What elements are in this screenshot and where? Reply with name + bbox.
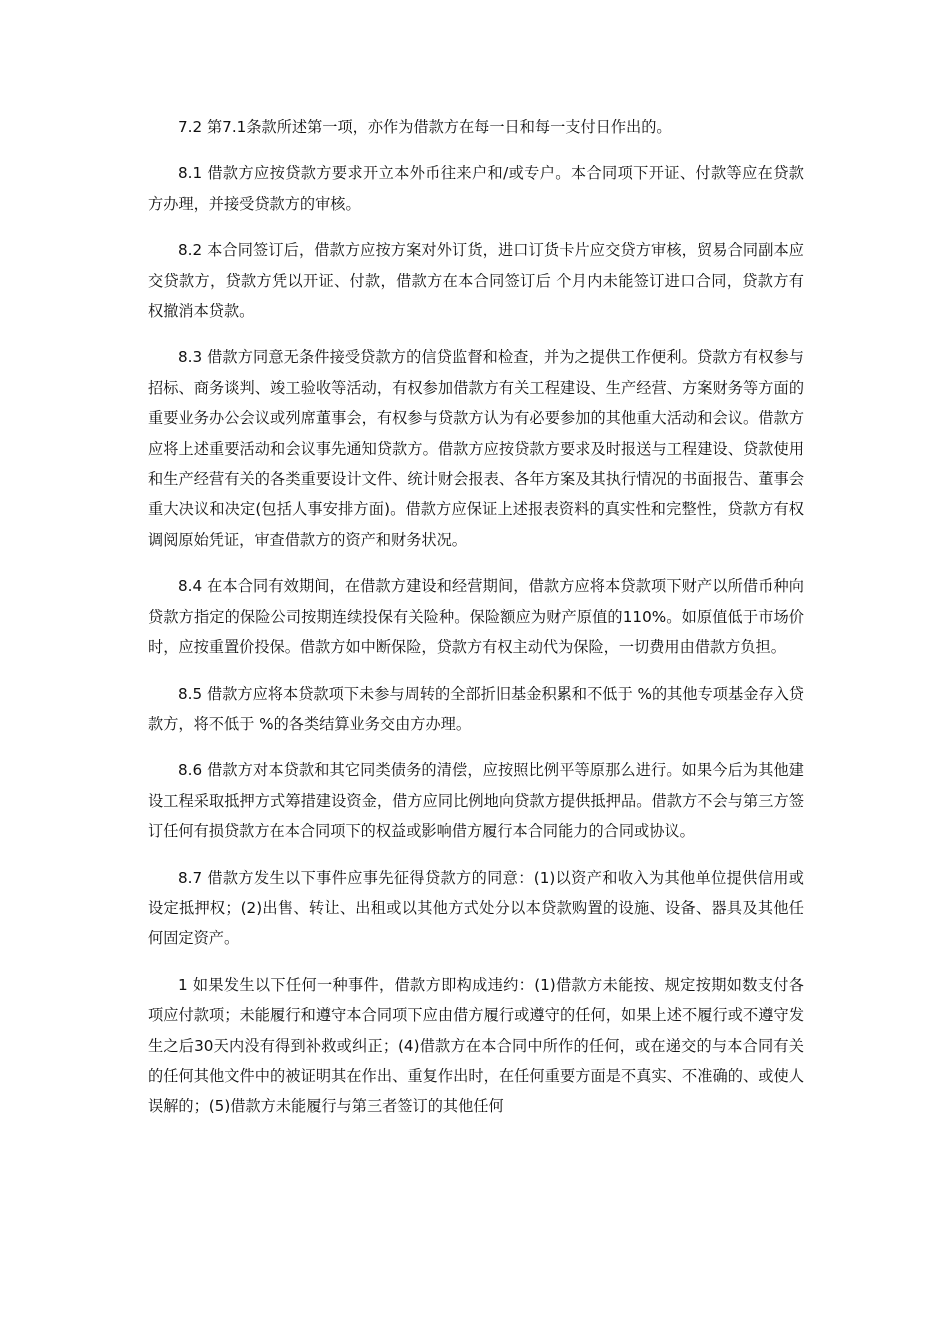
paragraph-8-5: 8.5 借款方应将本贷款项下未参与周转的全部折旧基金积累和不低于 %的其他专项基金存入贷款方，将不低于 %的各类结算业务交由方办理。 [148, 684, 804, 733]
paragraph-8-6: 8.6 借款方对本贷款和其它同类债务的清偿，应按照比例平等原那么进行。如果今后为其他建设工程采取抵押方式筹措建设资金，借方应同比例地向贷款方提供抵押品。借款方不会与第三方签订任何有损贷款方在本合同项下的权益或影响借方履行本合同能力的合同或协议。 [148, 761, 804, 841]
document-body [148, 112, 804, 1138]
paragraph-8-1: 8.1 借款方应按贷款方要求开立本外币往来户和/或专户。本合同项下开证、付款等应在贷款方办理，并接受贷款方的审核。 [148, 164, 804, 213]
paragraph-8-7: 8.7 借款方发生以下事件应事先征得贷款方的同意：(1)以资产和收入为其他单位提供信用或设定抵押权；(2)出售、转让、出租或以其他方式处分以本贷款购置的设施、设备、器具及其他任何固定资产。 [148, 868, 804, 948]
paragraph-7-2: 7.2 第7.1条款所述第一项，亦作为借款方在每一日和每一支付日作出的。 [178, 118, 672, 136]
paragraph-8-4: 8.4 在本合同有效期间，在借款方建设和经营期间，借款方应将本贷款项下财产以所借币种向贷款方指定的保险公司按期连续投保有关险种。保险额应为财产原值的110%。如原值低于市场价时，应按重置价投保。借款方如中断保险，贷款方有权主动代为保险，一切费用由借款方负担。 [148, 577, 804, 657]
paragraph-default-events: 1 如果发生以下任何一种事件，借款方即构成违约：(1)借款方未能按、规定按期如数支付各项应付款项；未能履行和遵守本合同项下应由借方履行或遵守的任何，如果上述不履行或不遵守发生之后30天内没有得到补救或纠正；(4)借款方在本合同中所作的任何，或在递交的与本合同有关的任何其他文件中的被证明其在作出、重复作出时，在任何重要方面是不真实、不准确的、或使人误解的；(5)借款方未能履行与第三者签订的其他任何 [148, 975, 804, 1116]
paragraph-8-2: 8.2 本合同签订后，借款方应按方案对外订货，进口订货卡片应交贷方审核，贸易合同副本应交贷款方，贷款方凭以开证、付款，借款方在本合同签订后 个月内未能签订进口合同，贷款方有权撤消本贷款。 [148, 241, 804, 321]
paragraph-8-3: 8.3 借款方同意无条件接受贷款方的信贷监督和检查，并为之提供工作便利。贷款方有权参与招标、商务谈判、竣工验收等活动，有权参加借款方有关工程建设、生产经营、方案财务等方面的重要业务办公会议或列席董事会，有权参与贷款方认为有必要参加的其他重大活动和会议。借款方应将上述重要活动和会议事先通知贷款方。借款方应按贷款方要求及时报送与工程建设、贷款使用和生产经营有关的各类重要设计文件、统计财会报表、各年方案及其执行情况的书面报告、董事会重大决议和决定(包括人事安排方面)。借款方应保证上述报表资料的真实性和完整性，贷款方有权调阅原始凭证，审查借款方的资产和财务状况。 [148, 348, 804, 549]
